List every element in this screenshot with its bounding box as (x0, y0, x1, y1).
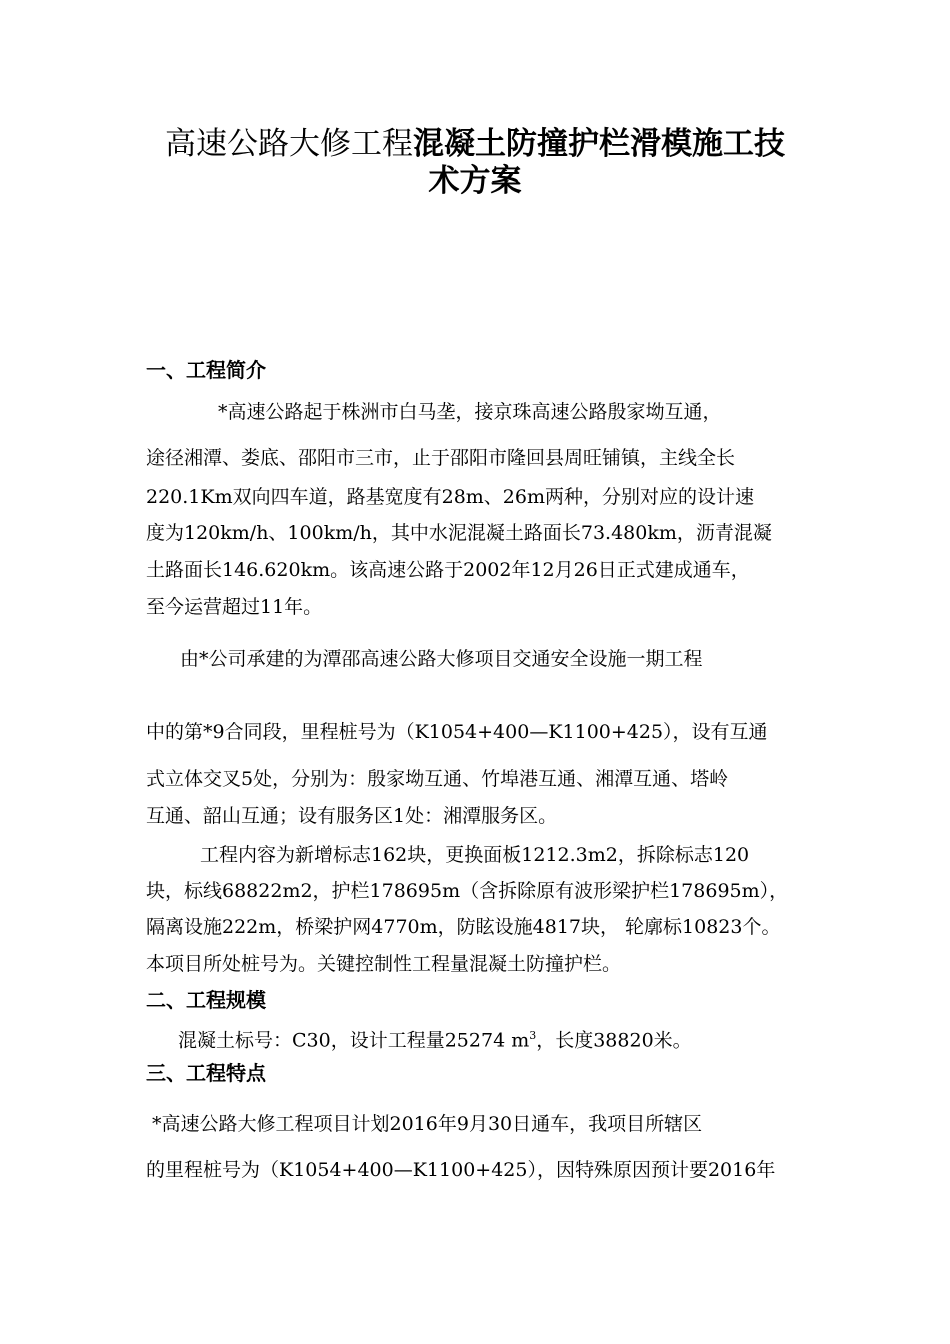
section-heading-3: 三、工程特点 (146, 1061, 266, 1085)
title-bold-part: 混凝土防撞护栏滑模施工技 (413, 126, 785, 162)
paragraph-line: 途径湘潭、娄底、邵阳市三市，止于邵阳市隆回县周旺铺镇，主线全长 (146, 447, 736, 469)
superscript: 3 (529, 1029, 537, 1042)
document-title-line2 (0, 161, 950, 201)
paragraph-line: 隔离设施222m，桥梁护网4770m，防眩设施4817块， 轮廓标10823个。 (146, 916, 781, 938)
paragraph-line: 工程内容为新增标志162块，更换面板1212.3m2，拆除标志120 (200, 844, 750, 866)
title-line2: 术方案 (428, 163, 522, 199)
paragraph-line: *高速公路起于株洲市白马垄，接京珠高速公路殷家坳互通， (218, 401, 722, 423)
paragraph-line: 由*公司承建的为潭邵高速公路大修项目交通安全设施一期工程 (180, 648, 703, 670)
paragraph-line: 的里程桩号为（K1054+400—K1100+425），因特殊原因预计要2016年 (146, 1159, 776, 1181)
paragraph-line: 块，标线68822m2，护栏178695m（含拆除原有波形梁护栏178695m）， (146, 880, 789, 902)
section-heading-2: 二、工程规模 (146, 988, 266, 1012)
paragraph-line: *高速公路大修工程项目计划2016年9月30日通车，我项目所辖区 (152, 1113, 703, 1135)
paragraph-line: 土路面长146.620km。该高速公路于2002年12月26日正式建成通车， (146, 559, 750, 581)
paragraph-line: 至今运营超过11年。 (146, 596, 323, 618)
paragraph-line: 互通、韶山互通；设有服务区1处：湘潭服务区。 (146, 805, 558, 827)
paragraph-line (178, 1023, 692, 1053)
title-prefix: 高速公路大修工程 (165, 126, 413, 162)
paragraph-line: 中的第*9合同段，里程桩号为（K1054+400—K1100+425），设有互通 (146, 721, 768, 743)
paragraph-line: 式立体交叉5处，分别为：殷家坳互通、竹埠港互通、湘潭互通、塔岭 (146, 768, 729, 790)
section-heading-1: 一、工程简介 (146, 358, 266, 382)
spec-text-tail: ，长度38820米。 (536, 1029, 692, 1052)
document-title (0, 124, 950, 164)
paragraph-line: 220.1Km双向四车道，路基宽度有28m、26m两种，分别对应的设计速 (146, 486, 754, 508)
paragraph-line: 本项目所处桩号为。关键控制性工程量混凝土防撞护栏。 (146, 953, 622, 975)
paragraph-line: 度为120km/h、100km/h，其中水泥混凝土路面长73.480km，沥青混凝 (146, 522, 772, 544)
spec-text: 混凝土标号：C30，设计工程量25274 m (178, 1029, 530, 1052)
